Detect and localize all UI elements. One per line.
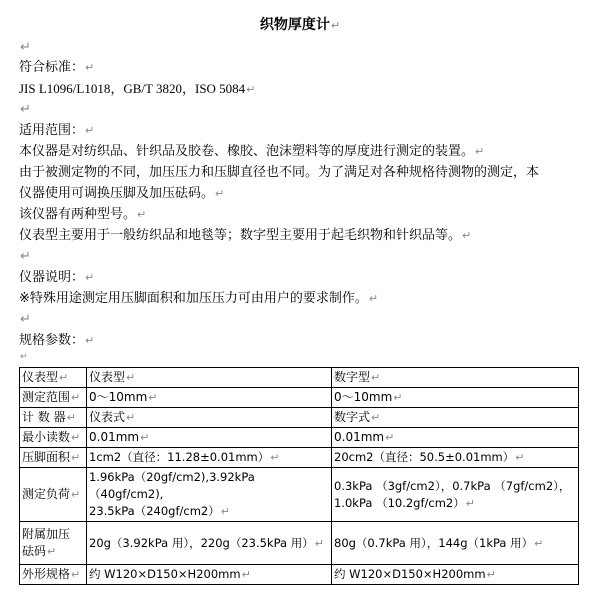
table-row bbox=[20, 468, 579, 522]
table-cell: 0.01mm↵ bbox=[87, 428, 332, 448]
table-cell: 测定负荷↵ bbox=[20, 468, 87, 522]
desc-heading: 仪器说明：↵ bbox=[19, 270, 95, 285]
table-cell: 1cm2（直径：11.28±0.01mm）↵ bbox=[87, 448, 332, 468]
table-row bbox=[20, 408, 579, 428]
table-cell: 压脚面积↵ bbox=[20, 448, 87, 468]
scope-line: 本仪器是对纺织品、针织品及胶卷、橡胶、泡沫塑料等的厚度进行测定的装置。↵ bbox=[19, 144, 485, 159]
table-cell: 0～10mm↵ bbox=[87, 388, 332, 408]
scope-line: 仪表型主要用于一般纺织品和地毯等；数字型主要用于起毛织物和针织品等。↵ bbox=[19, 228, 472, 243]
standards-text: JIS L1096/L1018，GB/T 3820，ISO 5084↵ bbox=[19, 81, 256, 96]
table-cell: 附属加压 砝码↵ bbox=[20, 522, 87, 565]
table-row bbox=[20, 448, 579, 468]
empty-paragraph: ↵ bbox=[20, 352, 28, 362]
table-cell: 20cm2（直径：50.5±0.01mm）↵ bbox=[332, 448, 579, 468]
table-cell: 80g（0.7kPa 用），144g（1kPa 用）↵ bbox=[332, 522, 579, 565]
table-cell: 外形规格↵ bbox=[20, 565, 87, 585]
spec-table bbox=[19, 367, 579, 585]
table-row bbox=[20, 522, 579, 565]
empty-paragraph: ↵ bbox=[20, 249, 31, 264]
table-cell: 0～10mm↵ bbox=[332, 388, 579, 408]
table-cell: 数字式↵ bbox=[332, 408, 579, 428]
empty-paragraph: ↵ bbox=[20, 102, 31, 117]
table-cell: 测定范围↵ bbox=[20, 388, 87, 408]
table-row bbox=[20, 565, 579, 585]
table-cell: 约 W120×D150×H200mm↵ bbox=[87, 565, 332, 585]
table-cell: 0.01mm↵ bbox=[332, 428, 579, 448]
table-cell: 数字型↵ bbox=[332, 368, 579, 388]
table-cell: 20g（3.92kPa 用），220g（23.5kPa 用）↵ bbox=[87, 522, 332, 565]
spec-heading: 规格参数：↵ bbox=[19, 333, 95, 348]
table-cell: 0.3kPa （3gf/cm2），0.7kPa （7gf/cm2）， 1.0kPa （10.2gf/cm2）↵ bbox=[332, 468, 579, 522]
document-title: 织物厚度计↵ bbox=[259, 17, 341, 33]
scope-line: 仪器使用可调换压脚及加压砝码。↵ bbox=[19, 186, 225, 201]
table-header-row bbox=[20, 368, 579, 388]
table-cell: 仪表型↵ bbox=[20, 368, 87, 388]
table-cell: 1.96kPa（20gf/cm2),3.92kPa（40gf/cm2), 23.5kPa（240gf/cm2）↵ bbox=[87, 468, 332, 522]
table-row bbox=[20, 428, 579, 448]
table-cell: 约 W120×D150×H200mm↵ bbox=[332, 565, 579, 585]
table-cell: 仪表式↵ bbox=[87, 408, 332, 428]
standards-heading: 符合标准：↵ bbox=[19, 60, 95, 75]
desc-text: ※特殊用途测定用压脚面积和加压压力可由用户的要求制作。↵ bbox=[19, 291, 379, 306]
scope-line: 由于被测定物的不同，加压压力和压脚直径也不同。为了满足对各种规格待测物的测定，本 bbox=[19, 165, 540, 180]
table-row bbox=[20, 388, 579, 408]
table-cell: 最小读数↵ bbox=[20, 428, 87, 448]
scope-line: 该仪器有两种型号。↵ bbox=[19, 207, 147, 222]
empty-paragraph: ↵ bbox=[20, 40, 31, 55]
scope-heading: 适用范围：↵ bbox=[19, 123, 95, 138]
table-cell: 仪表型↵ bbox=[87, 368, 332, 388]
table-cell: 计 数 器↵ bbox=[20, 408, 87, 428]
empty-paragraph: ↵ bbox=[20, 312, 31, 327]
